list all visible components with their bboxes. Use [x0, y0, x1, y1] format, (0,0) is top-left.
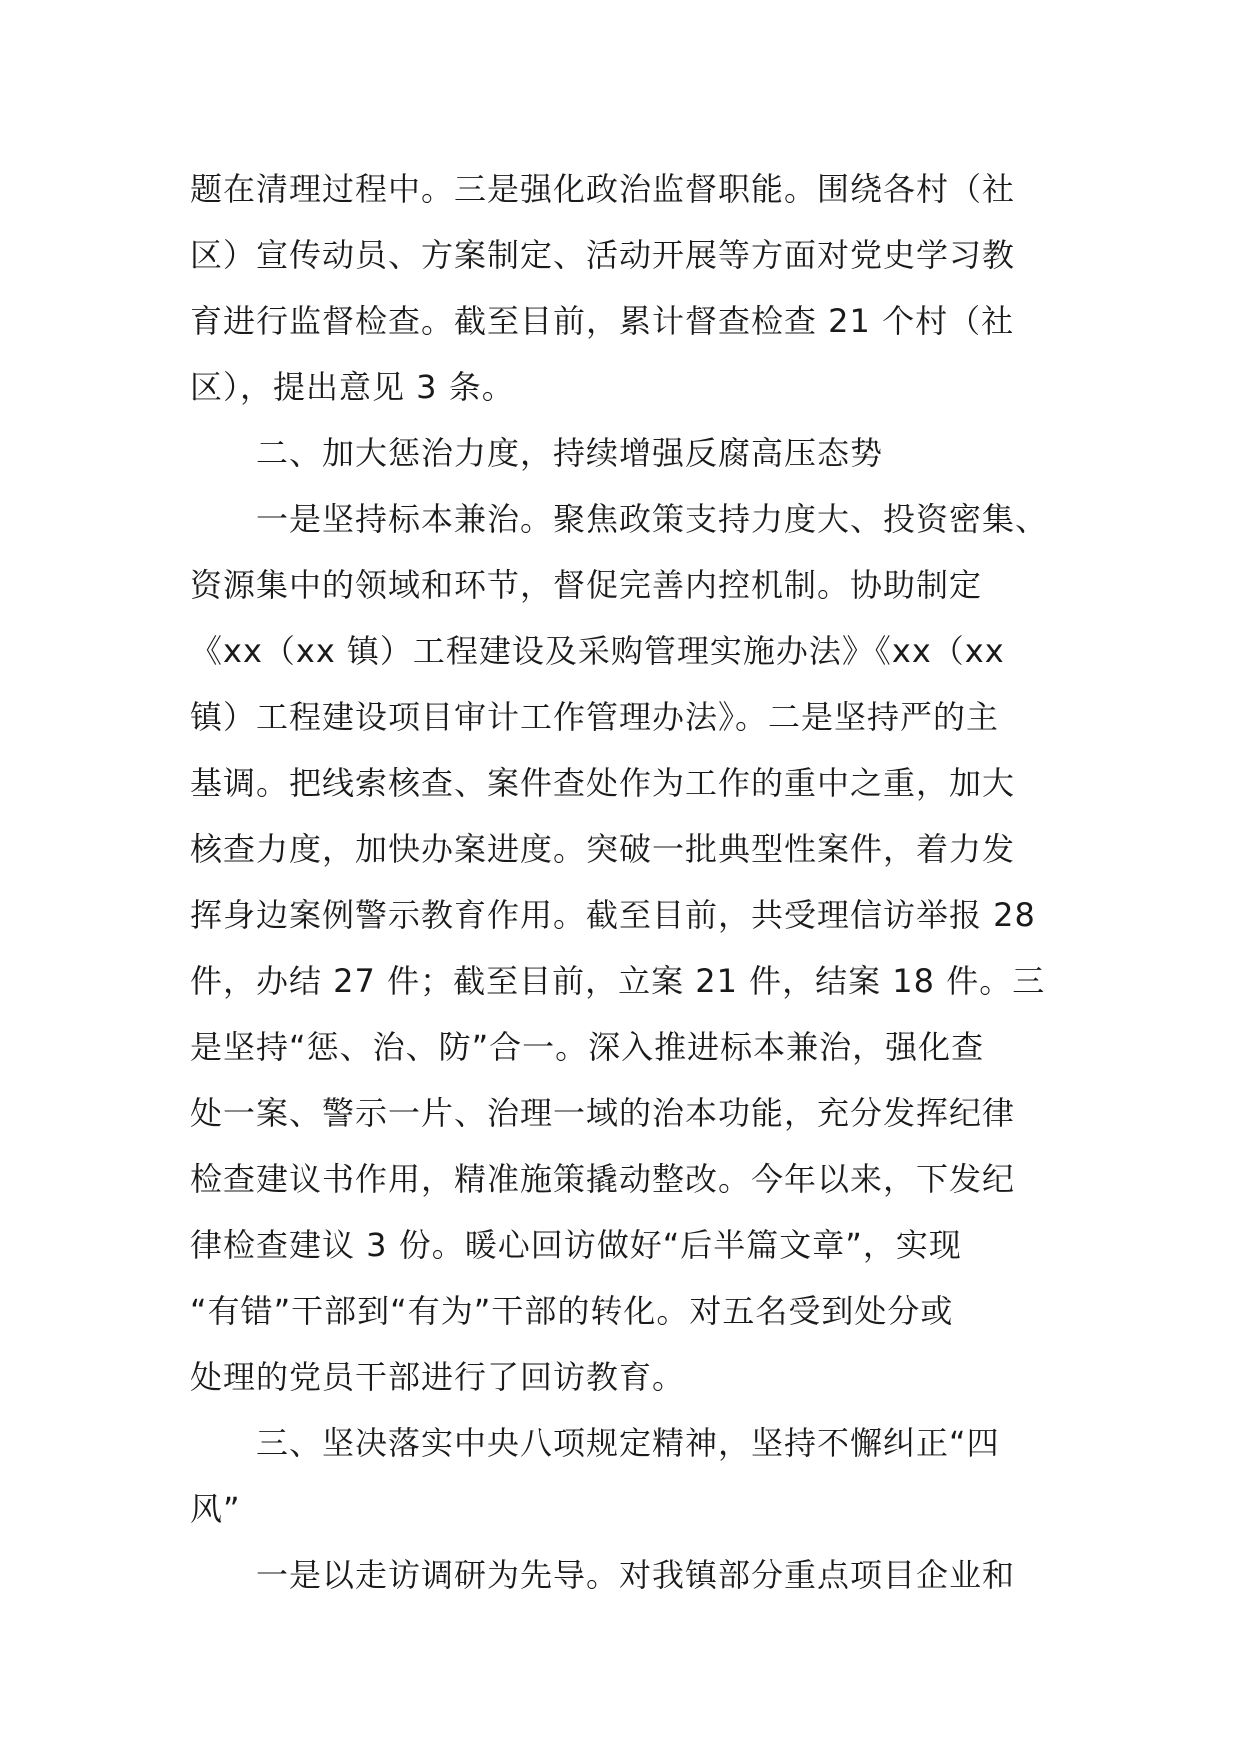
text-line: 挥身边案例警示教育作用。截至目前，共受理信访举报 28	[190, 896, 1036, 934]
text-line: 区），提出意见 3 条。	[190, 368, 515, 406]
section-heading: 三、坚决落实中央八项规定精神，坚持不懈纠正“四	[256, 1424, 1000, 1462]
text-line: 是坚持“惩、治、防”合一。深入推进标本兼治，强化查	[190, 1028, 985, 1066]
text-line: 一是坚持标本兼治。聚焦政策支持力度大、投资密集、	[256, 500, 1049, 538]
text-line: 风”	[190, 1490, 241, 1528]
text-line: 镇）工程建设项目审计工作管理办法》。二是坚持严的主	[190, 698, 1000, 736]
text-line: 核查力度，加快办案进度。突破一批典型性案件，着力发	[190, 830, 1016, 868]
text-line: 检查建议书作用，精准施策撬动整改。今年以来，下发纪	[190, 1160, 1016, 1198]
text-line: 资源集中的领域和环节，督促完善内控机制。协助制定	[190, 566, 983, 604]
text-line: “有错”干部到“有为”干部的转化。对五名受到处分或	[190, 1292, 954, 1330]
document-body	[190, 156, 1080, 1608]
text-line: 一是以走访调研为先导。对我镇部分重点项目企业和	[256, 1556, 1016, 1594]
text-line: 育进行监督检查。截至目前，累计督查检查 21 个村（社	[190, 302, 1015, 340]
text-line: 处一案、警示一片、治理一域的治本功能，充分发挥纪律	[190, 1094, 1016, 1132]
section-heading: 二、加大惩治力度，持续增强反腐高压态势	[256, 434, 884, 472]
text-line: 律检查建议 3 份。暖心回访做好“后半篇文章”，实现	[190, 1226, 962, 1264]
text-line: 处理的党员干部进行了回访教育。	[190, 1358, 686, 1396]
text-line: 区）宣传动员、方案制定、活动开展等方面对党史学习教	[190, 236, 1016, 274]
text-line: 件，办结 27 件；截至目前，立案 21 件，结案 18 件。三	[190, 962, 1046, 1000]
text-line: 基调。把线索核查、案件查处作为工作的重中之重，加大	[190, 764, 1016, 802]
text-line: 《xx（xx 镇）工程建设及采购管理实施办法》《xx（xx	[190, 632, 1005, 670]
text-line: 题在清理过程中。三是强化政治监督职能。围绕各村（社	[190, 170, 1016, 208]
